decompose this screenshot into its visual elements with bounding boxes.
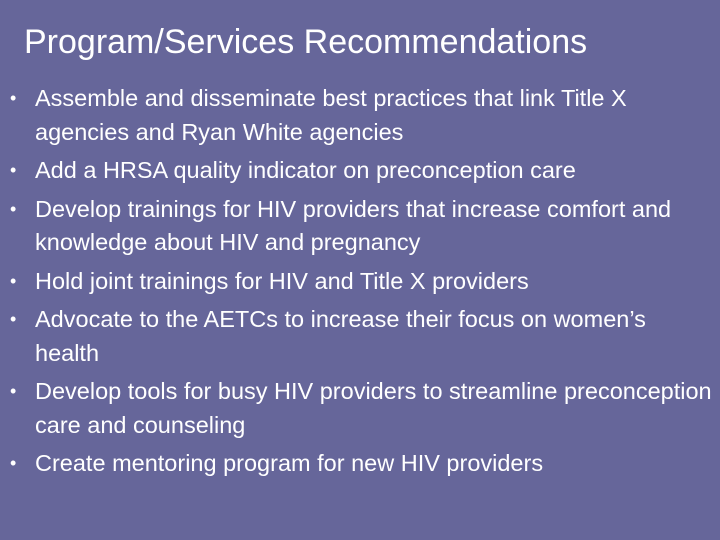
bullet-dot-icon: • <box>10 88 17 108</box>
bullet-list <box>10 82 716 486</box>
bullet-dot-icon: • <box>10 270 17 291</box>
bullet-text: Develop tools for busy HIV providers to streamline preconception care and counseling <box>35 378 712 438</box>
bullet-text: Assemble and disseminate best practices that link Title X agencies and Ryan White agencies <box>35 85 627 145</box>
bullet-dot-icon: • <box>10 309 17 329</box>
bullet-dot-icon: • <box>10 381 17 401</box>
bullet-dot-icon: • <box>10 453 17 473</box>
bullet-item <box>10 193 716 260</box>
bullet-text: Create mentoring program for new HIV providers <box>35 450 544 476</box>
bullet-item <box>10 447 716 481</box>
bullet-dot-icon: • <box>10 198 17 219</box>
bullet-item <box>10 303 716 370</box>
bullet-item <box>10 265 716 299</box>
bullet-text: Advocate to the AETCs to increase their focus on women’s health <box>35 306 646 366</box>
slide-title: Program/Services Recommendations <box>24 23 588 61</box>
bullet-item <box>10 375 716 442</box>
bullet-text: Add a HRSA quality indicator on preconception care <box>35 157 576 183</box>
bullet-text: Hold joint trainings for HIV and Title X providers <box>35 267 529 294</box>
bullet-item <box>10 82 716 149</box>
bullet-item <box>10 154 716 188</box>
bullet-text: Develop trainings for HIV providers that increase comfort and knowledge about HIV and pregnancy <box>35 195 672 255</box>
bullet-dot-icon: • <box>10 160 17 180</box>
